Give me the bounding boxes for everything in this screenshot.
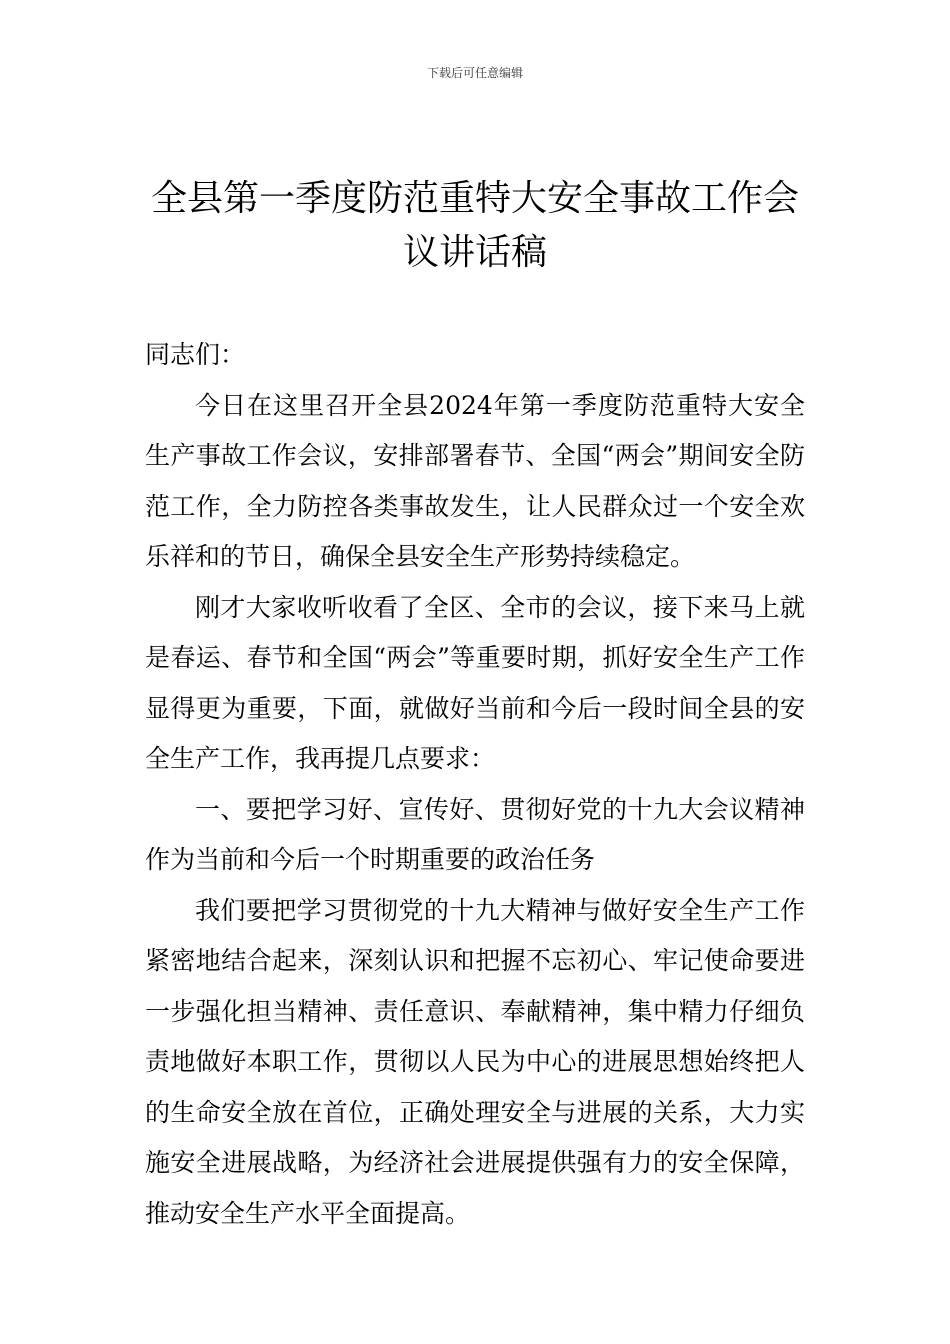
paragraph-3: 我们要把学习贯彻党的十九大精神与做好安全生产工作紧密地结合起来，深刻认识和把握不忘初心、牢记使命要进一步强化担当精神、责任意识、奉献精神，集中精力仔细负责地做好本职工作，贯彻以人民为中心的进展思想始终把人的生命安全放在首位，正确处理安全与进展的关系，大力实施安全进展战略，为经济社会进展提供强有力的安全保障，推动安全生产水平全面提高。	[145, 895, 805, 1228]
document-body	[145, 330, 805, 1239]
header-note: 下载后可任意编辑	[426, 66, 523, 80]
section-heading-1: 一、要把学习好、宣传好、贯彻好党的十九大会议精神作为当前和今后一个时期重要的政治任务	[145, 794, 805, 874]
paragraph-1: 今日在这里召开全县2024年第一季度防范重特大安全生产事故工作会议，安排部署春节、全国“两会”期间安全防范工作，全力防控各类事故发生，让人民群众过一个安全欢乐祥和的节日，确保全县安全生产形势持续稳定。	[145, 390, 805, 571]
paragraph-2: 刚才大家收听收看了全区、全市的会议，接下来马上就是春运、春节和全国“两会”等重要时期，抓好安全生产工作显得更为重要，下面，就做好当前和今后一段时间全县的安全生产工作，我再提几点要求：	[145, 592, 805, 773]
salutation: 同志们：	[145, 340, 246, 369]
document-title: 全县第一季度防范重特大安全事故工作会议讲话稿	[150, 178, 799, 273]
